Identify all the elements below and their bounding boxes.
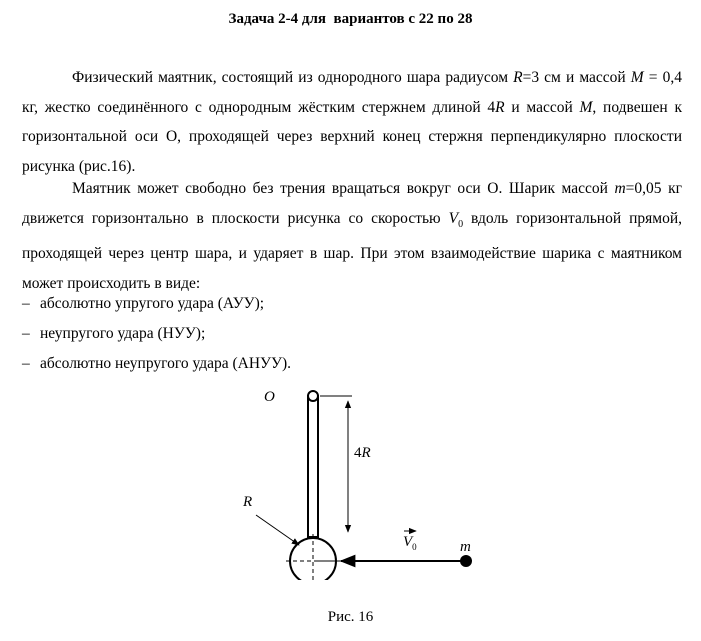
- radius-leader: [256, 515, 299, 545]
- list-item-perfectly-inelastic: – абсолютно неупругого удара (АНУУ).: [22, 355, 292, 372]
- small-ball-m: [460, 555, 472, 567]
- radius-label: R: [243, 494, 253, 510]
- list-item-elastic: – абсолютно упругого удара (АУУ);: [22, 295, 265, 312]
- velocity-label: $V_0$: [403, 534, 417, 552]
- pivot-point: [308, 391, 318, 401]
- mass-label-m: m: [460, 539, 471, 555]
- pendulum-figure: [0, 380, 701, 580]
- pendulum-diagram: [0, 380, 701, 580]
- dim-label-4r: 4R: [354, 445, 371, 461]
- pendulum-rod: [308, 396, 318, 537]
- axis-label-o: O: [264, 389, 275, 405]
- figure-caption: Рис. 16: [327, 609, 374, 625]
- list-item-inelastic: – неупругого удара (НУУ);: [22, 325, 206, 342]
- paragraph-setup: Физический маятник, состоящий из однородного шара радиусом R=3 см и массой M = 0,4 кг, жестко соединённого с однородным жёстким стержнем длиной 4R и массой M, подвешен к горизонтальной оси О, проходящей через верхний конец стержня перпендикулярно плоскости рисунка (рис.16).: [22, 69, 682, 175]
- paragraph-motion: Маятник может свободно без трения вращаться вокруг оси О. Шарик массой m=0,05 кг движется горизонтально в плоскости рисунка со скоростью $V_0$ вдоль горизонтальной прямой, проходящей через центр шара, и ударяет в шар. При этом взаимодействие шарика с маятником может происходить в виде:: [22, 180, 682, 292]
- problem-title: Задача 2-4 для вариантов с 22 по 28: [228, 11, 473, 27]
